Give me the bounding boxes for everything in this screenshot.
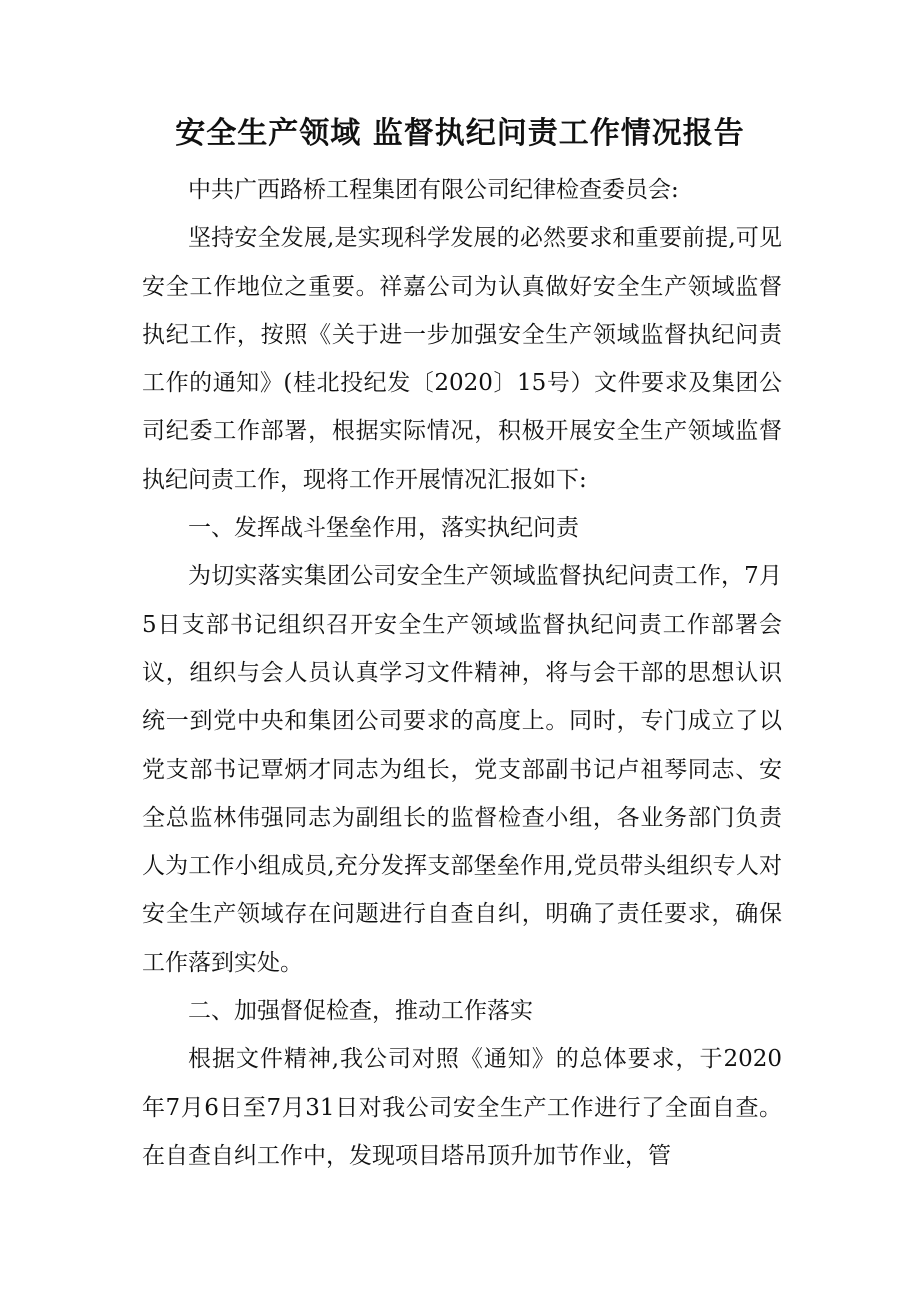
- section-heading-1: 一、发挥战斗堡垒作用，落实执纪问责: [188, 515, 579, 542]
- section-1-paragraph: 为切实落实集团公司安全生产领域监督执纪问责工作，7月5日支部书记组织召开安全生产领域监督执纪问责工作部署会议，组织与会人员认真学习文件精神，将与会干部的思想认识统一到党中央和集团公司要求的高度上。同时，专门成立了以党支部书记覃炳才同志为组长，党支部副书记卢祖琴同志、安全总监林伟强同志为副组长的监督检查小组，各业务部门负责人为工作小组成员,充分发挥支部堡垒作用,党员带头组织专人对安全生产领域存在问题进行自查自纠，明确了责任要求，确保工作落到实处。: [142, 563, 782, 976]
- section-heading-2: 二、加强督促检查，推动工作落实: [188, 998, 533, 1025]
- intro-paragraph: 坚持安全发展,是实现科学发展的必然要求和重要前提,可见安全工作地位之重要。祥嘉公司为认真做好安全生产领域监督执纪工作，按照《关于进一步加强安全生产领域监督执纪问责工作的通知》(桂北投纪发〔2020〕15号）文件要求及集团公司纪委工作部署，根据实际情况，积极开展安全生产领域监督执纪问责工作，现将工作开展情况汇报如下:: [142, 225, 782, 493]
- document-body: [142, 166, 782, 1180]
- section-2-paragraph: 根据文件精神,我公司对照《通知》的总体要求，于2020年7月6日至7月31日对我公司安全生产工作进行了全面自查。在自查自纠工作中，发现项目塔吊顶升加节作业，管: [142, 1046, 782, 1169]
- document-title: 安全生产领域 监督执纪问责工作情况报告: [175, 116, 745, 151]
- addressee-line: 中共广西路桥工程集团有限公司纪律检查委员会:: [188, 177, 679, 203]
